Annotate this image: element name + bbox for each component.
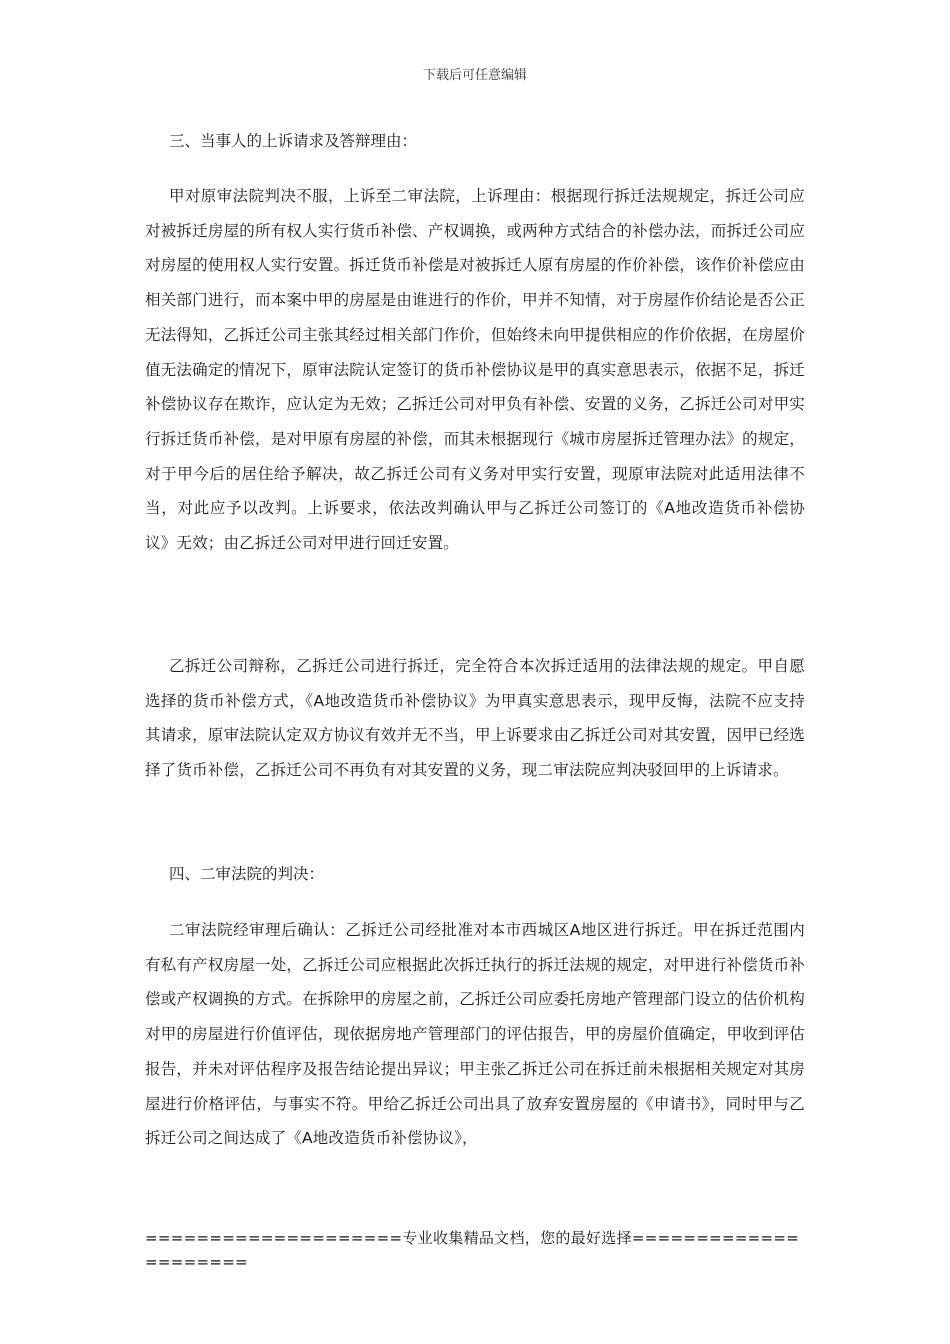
paragraph-judgment: 二审法院经审理后确认：乙拆迁公司经批准对本市西城区A地区进行拆迁。甲在拆迁范围内有私有产权房屋一处，乙拆迁公司应根据此次拆迁执行的拆迁法规的规定，对甲进行补偿货币补偿或产权调换的方式。在拆除甲的房屋之前，乙拆迁公司应委托房地产管理部门设立的估价机构对甲的房屋进行价值评估，现依据房地产管理部门的评估报告，甲的房屋价值确定，甲收到评估报告，并未对评估程序及报告结论提出异议；甲主张乙拆迁公司在拆迁前未根据相关规定对其房屋进行价格评估，与事实不符。甲给乙拆迁公司出具了放弃安置房屋的《申请书》，同时甲与乙拆迁公司之间达成了《A地改造货币补偿协议》， xyxy=(145,921,805,1148)
section-heading-appeal: 三、当事人的上诉请求及答辩理由： xyxy=(169,132,418,150)
page-header-note: 下载后可任意编辑 xyxy=(422,68,527,83)
paragraph-defense: 乙拆迁公司辩称，乙拆迁公司进行拆迁，完全符合本次拆迁适用的法律法规的规定。甲自愿选择的货币补偿方式，《A地改造货币补偿协议》为甲真实意思表示，现甲反悔，法院不应支持其请求，原审法院认定双方协议有效并无不当，甲上诉要求由乙拆迁公司对其安置，因甲已经选择了货币补偿，乙拆迁公司不再负有对其安置的义务，现二审法院应判决驳回甲的上诉请求。 xyxy=(145,657,805,780)
page-footer-banner: ====================专业收集精品文档，您的最好选择===================== xyxy=(145,1229,800,1271)
section-heading-judgment: 四、二审法院的判决： xyxy=(169,865,325,883)
paragraph-appeal-reasons: 甲对原审法院判决不服，上诉至二审法院，上诉理由：根据现行拆迁法规规定，拆迁公司应对被拆迁房屋的所有权人实行货币补偿、产权调换，或两种方式结合的补偿办法，而拆迁公司应对房屋的使用权人实行安置。拆迁货币补偿是对被拆迁人原有房屋的作价补偿，该作价补偿应由相关部门进行，而本案中甲的房屋是由谁进行的作价，甲并不知情，对于房屋作价结论是否公正无法得知，乙拆迁公司主张其经过相关部门作价，但始终未向甲提供相应的作价依据，在房屋价值无法确定的情况下，原审法院认定签订的货币补偿协议是甲的真实意思表示，依据不足，拆迁补偿协议存在欺诈，应认定为无效；乙拆迁公司对甲负有补偿、安置的义务，乙拆迁公司对甲实行拆迁货币补偿，是对甲原有房屋的补偿，而其未根据现行《城市房屋拆迁管理办法》的规定，对于甲今后的居住给予解决，故乙拆迁公司有义务对甲实行安置，现原审法院对此适用法律不当，对此应予以改判。上诉要求，依法改判确认甲与乙拆迁公司签订的《A地改造货币补偿协议》无效；由乙拆迁公司对甲进行回迁安置。 xyxy=(145,187,805,553)
